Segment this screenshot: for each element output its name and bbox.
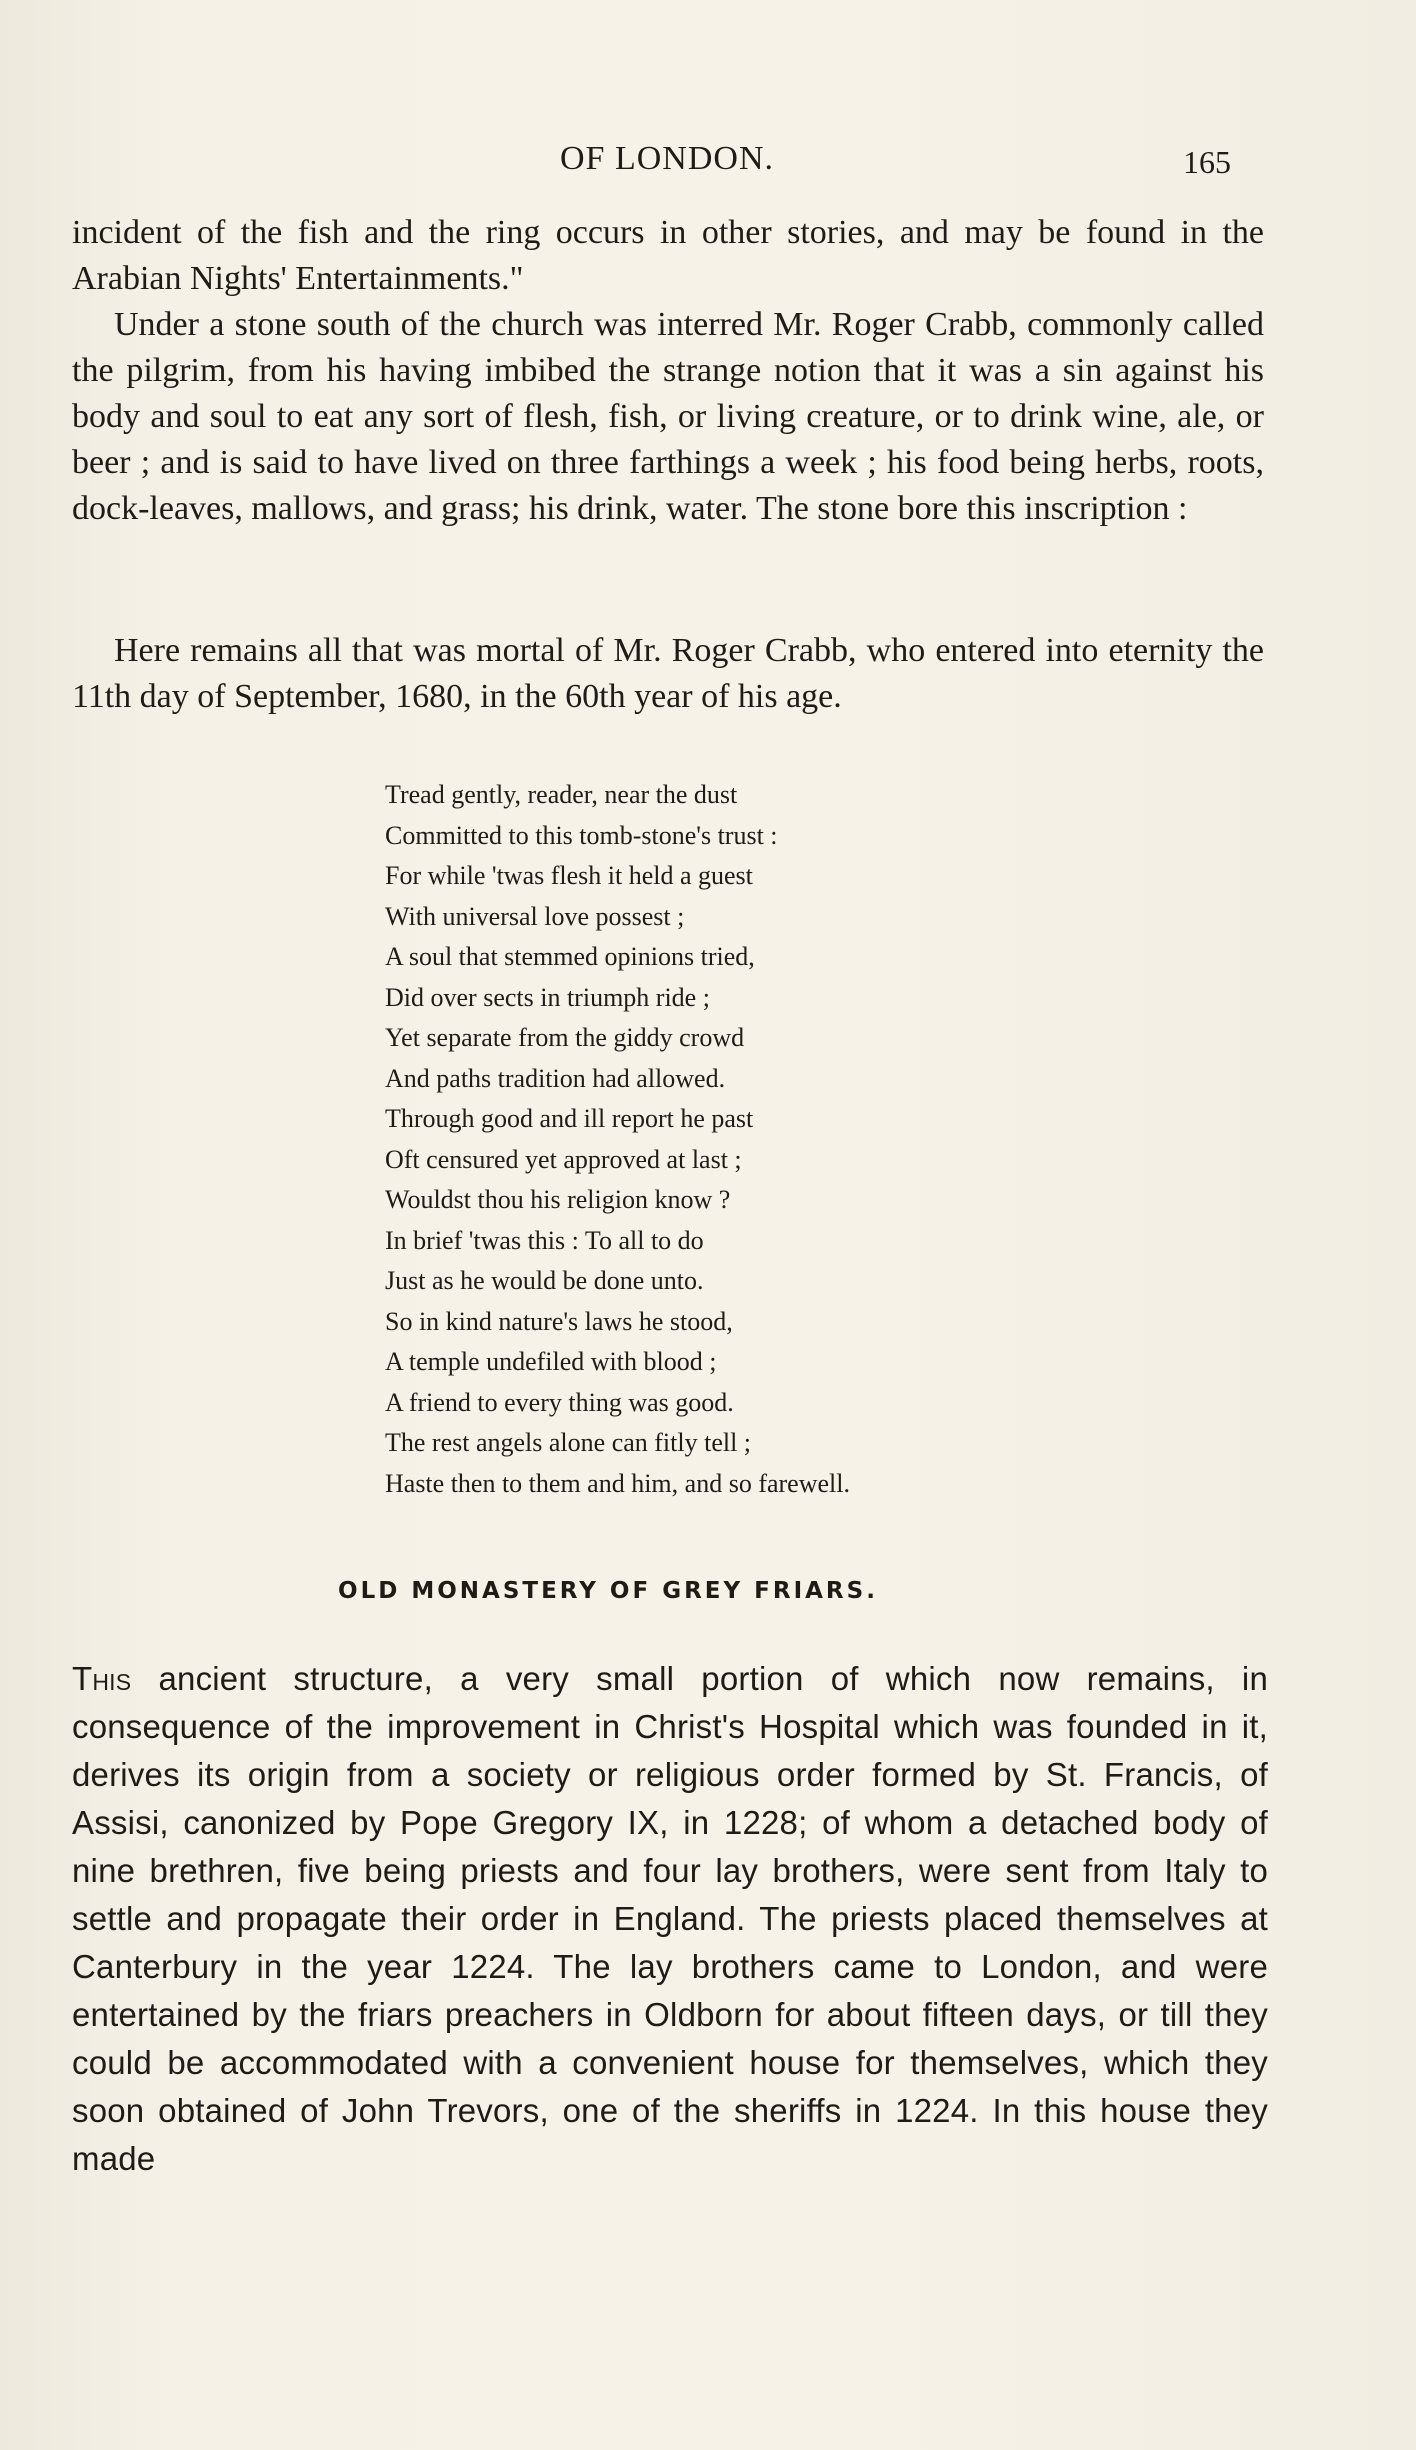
running-title: OF LONDON. — [560, 140, 774, 177]
epitaph-verse — [385, 775, 850, 1504]
verse-line: And paths tradition had allowed. — [385, 1063, 726, 1093]
verse-line: In brief 'twas this : To all to do — [385, 1225, 704, 1255]
paragraph-body: ancient structure, a very small portion of which now remains, in consequence of the improvement in Christ's Hospital which was founded in it, derives its origin from a society or religious order formed by St. Francis, of Assisi, canonized by Pope Gregory IX, in 1228; of whom a detached body of nine brethren, five being priests and four lay brothers, were sent from Italy to settle and propagate their order in England. The priests placed themselves at Canterbury in the year 1224. The lay brothers came to London, and were entertained by the friars preachers in Oldborn for about fifteen days, or till they could be accommodated with a convenient house for themselves, which they soon obtained of John Trevors, one of the sheriffs in 1224. In this house they made — [72, 1660, 1268, 2177]
verse-line: Oft censured yet approved at last ; — [385, 1144, 742, 1174]
verse-line: So in kind nature's laws he stood, — [385, 1306, 733, 1336]
verse-line: Just as he would be done unto. — [385, 1266, 704, 1295]
verse-line: The rest angels alone can fitly tell ; — [385, 1428, 752, 1457]
page-number: 165 — [1183, 144, 1231, 180]
paragraph-grey-friars — [72, 1655, 1268, 2183]
verse-line: With universal love possest ; — [385, 901, 685, 931]
verse-line: A temple undefiled with blood ; — [385, 1347, 717, 1376]
verse-line: Yet separate from the giddy crowd — [385, 1023, 745, 1052]
verse-line: Did over sects in triumph ride ; — [385, 982, 710, 1012]
drop-word: This — [72, 1660, 132, 1697]
verse-line: Tread gently, reader, near the dust — [385, 780, 738, 809]
page-header — [0, 140, 1416, 190]
verse-line: Committed to this tomb-stone's trust : — [385, 820, 778, 850]
verse-line: Wouldst thou his religion know ? — [385, 1185, 731, 1214]
verse-line: A soul that stemmed opinions tried, — [385, 942, 755, 971]
epitaph-inscription: Here remains all that was mortal of Mr. Roger Crabb, who entered into eternity the 11th day of September, 1680, in the 60th year of his age. — [72, 632, 1264, 715]
section-heading: OLD MONASTERY OF GREY FRIARS. — [338, 1578, 878, 1604]
verse-line: Through good and ill report he past — [385, 1104, 754, 1133]
verse-line: For while 'twas flesh it held a guest — [385, 861, 753, 890]
paragraph-continuation: incident of the fish and the ring occurs in other stories, and may be found in the Arabian Nights' Entertainments." — [72, 214, 1264, 297]
verse-line: Haste then to them and him, and so farewell. — [385, 1468, 850, 1498]
verse-line: A friend to every thing was good. — [385, 1387, 734, 1417]
paragraph-roger-crabb: Under a stone south of the church was interred Mr. Roger Crabb, commonly called the pilgrim, from his having imbibed the strange notion that it was a sin against his body and soul to eat any sort of flesh, fish, or living creature, or to drink wine, ale, or beer ; and is said to have lived on three farthings a week ; his food being herbs, roots, dock-leaves, mallows, and grass; his drink, water. The stone bore this inscription : — [72, 306, 1264, 527]
